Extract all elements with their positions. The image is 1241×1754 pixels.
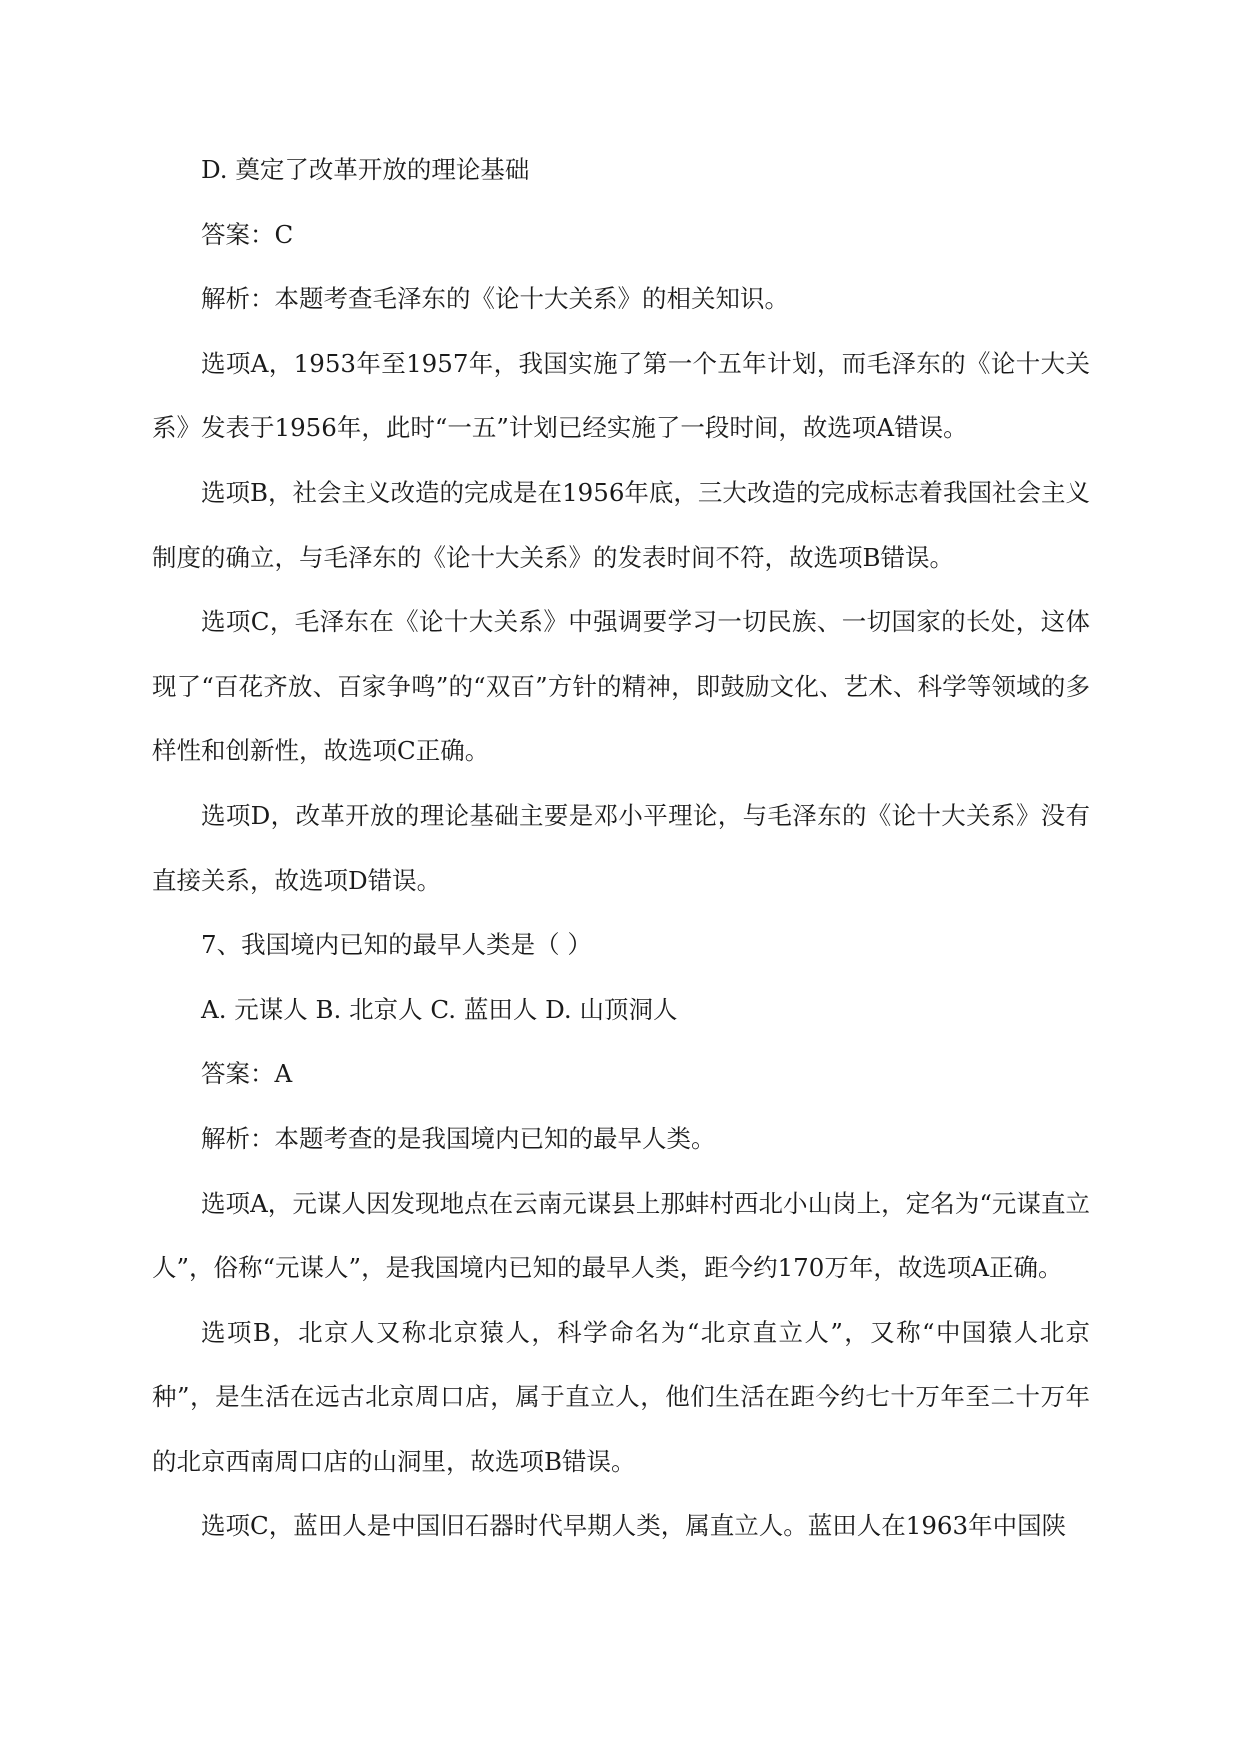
option-d-line: D. 奠定了改革开放的理论基础 — [201, 155, 530, 184]
q7-analysis-option-c: 选项C，蓝田人是中国旧石器时代早期人类，属直立人。蓝田人在1963年中国陕 — [201, 1511, 1067, 1541]
q7-analysis-option-b: 选项B，北京人又称北京猿人，科学命名为“北京直立人”，又称“中国猿人北京种”，是生活在远古北京周口店，属于直立人，他们生活在距今约七十万年至二十万年的北京西南周口店的山洞里，故选项B错误。 — [152, 1317, 1090, 1476]
q7-options: A. 元谋人 B. 北京人 C. 蓝田人 D. 山顶洞人 — [201, 994, 678, 1024]
q6-analysis-intro: 解析：本题考查毛泽东的《论十大关系》的相关知识。 — [201, 284, 789, 314]
q6-analysis-option-a: 选项A，1953年至1957年，我国实施了第一个五年计划，而毛泽东的《论十大关系》发表于1956年，此时“一五”计划已经实施了一段时间，故选项A错误。 — [152, 348, 1090, 443]
q7-analysis-intro: 解析：本题考查的是我国境内已知的最早人类。 — [201, 1123, 716, 1153]
q7-answer: 答案：A — [201, 1059, 293, 1089]
q6-answer: 答案：C — [201, 219, 294, 249]
q6-analysis-option-d: 选项D，改革开放的理论基础主要是邓小平理论，与毛泽东的《论十大关系》没有直接关系，故选项D错误。 — [152, 800, 1090, 895]
q7-question: 7、我国境内已知的最早人类是（ ） — [201, 930, 592, 960]
q6-analysis-option-c: 选项C，毛泽东在《论十大关系》中强调要学习一切民族、一切国家的长处，这体现了“百花齐放、百家争鸣”的“双百”方针的精神，即鼓励文化、艺术、科学等领域的多样性和创新性，故选项C正确。 — [152, 607, 1090, 766]
q7-analysis-option-a: 选项A，元谋人因发现地点在云南元谋县上那蚌村西北小山岗上，定名为“元谋直立人”，俗称“元谋人”，是我国境内已知的最早人类，距今约170万年，故选项A正确。 — [152, 1188, 1090, 1283]
document-body — [152, 138, 1090, 1559]
q6-analysis-option-b: 选项B，社会主义改造的完成是在1956年底，三大改造的完成标志着我国社会主义制度的确立，与毛泽东的《论十大关系》的发表时间不符，故选项B错误。 — [152, 477, 1090, 572]
